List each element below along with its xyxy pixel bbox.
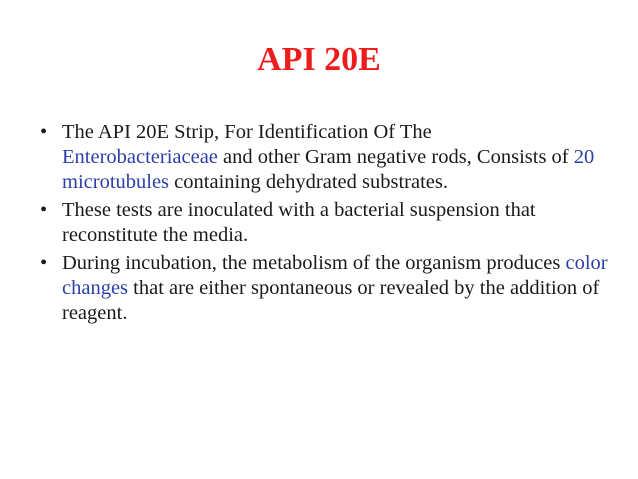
- bullet-1-highlight-family: Enterobacteriaceae: [62, 146, 218, 168]
- bullet-item-2: [40, 198, 610, 248]
- bullet-3-text-b: that are either spontaneous or revealed by the addition of reagent.: [62, 277, 600, 324]
- slide-title: API 20E: [257, 41, 381, 78]
- bullet-dot: •: [40, 252, 48, 274]
- bullet-1-text-b: and other Gram negative rods, Consists of: [217, 146, 574, 168]
- bullet-3-text-a: During incubation, the metabolism of the organism produces: [62, 252, 566, 274]
- bullet-1-highlight-microtubules: 20 microtubules: [62, 146, 595, 193]
- bullet-item-3: [40, 251, 610, 326]
- bullet-item-1: [40, 120, 610, 195]
- bullet-1-text-a: The API 20E Strip, For Identification Of The: [62, 121, 432, 143]
- bullet-3-highlight-color-changes: color changes: [62, 252, 608, 299]
- bullet-2-text: These tests are inoculated with a bacterial suspension that reconstitute the media.: [62, 199, 536, 246]
- bullet-dot: •: [40, 121, 48, 143]
- bullet-dot: •: [40, 199, 48, 221]
- bullet-list: [40, 120, 610, 329]
- bullet-1-text-c: containing dehydrated substrates.: [169, 171, 448, 193]
